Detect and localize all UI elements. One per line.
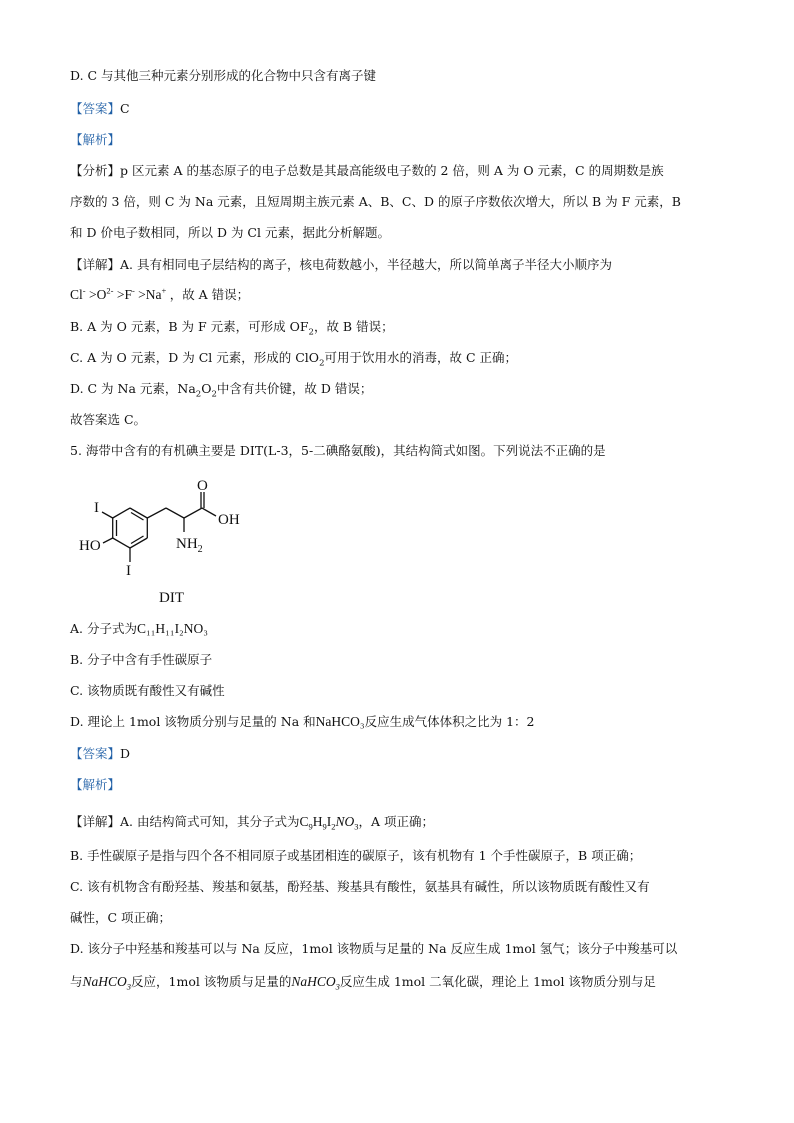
answer-2-value: D [120,746,131,761]
xiangjie-2-b: B. 手性碳原子是指与四个各不相同原子或基团相连的碳原子，该有机物有 1 个手性碳原子，B 项正确； [70,848,642,863]
fenxi-tag: 【分析】 [70,163,121,178]
xiangjie-2-d1: D. 该分子中羟基和羧基可以与 Na 反应，1mol 该物质与足量的 Na 反应生成 1mol 氢气；该分子中羧基可以 [70,941,678,956]
option-a: A. 分子式为C₁₁H₁₁I₂NO₃ [70,621,208,636]
analysis-header [70,131,730,149]
amine-label: $NH_2$ [176,536,203,555]
hydroxyl-label: HO [79,538,101,554]
dit-structure-figure [70,476,290,606]
analysis-2-tag: 【解析】 [70,777,121,792]
structure-caption: DIT [159,590,184,606]
option-a-formula: C₁₁H₁₁I₂NO₃ [136,621,208,636]
answer-line [70,100,730,118]
answer-2-tag: 【答案】 [70,746,121,761]
ion-order-suffix: ，故 A 错误； [169,287,250,302]
fenxi-text-3: 和 D 价电子数相同，所以 D 为 Cl 元素，据此分析解题。 [70,225,390,240]
option-d-text: D. C 与其他三种元素分别形成的化合物中只含有离子键 [70,68,377,83]
answer-tag: 【答案】 [70,101,121,116]
acid-oh-label: OH [218,512,240,528]
analysis-2-header [70,776,730,794]
fenxi-text-1: p 区元素 A 的基态原子的电子总数是其最高能级电子数的 2 倍，则 A 为 O 元素，C 的周期数是族 [120,163,664,178]
ion-order-formula: $Cl^- >O^{2-} >F^- >Na^+$ [70,285,167,302]
iodine-bottom-label: I [126,563,131,579]
carbonyl-oxygen-label: O [197,478,208,494]
xiangjie-2-c2: 碱性，C 项正确； [70,910,172,925]
molecular-formula: $C_9H_9I_2NO_3$ [299,814,359,832]
analysis-tag: 【解析】 [70,132,121,147]
option-b: B. 分子中含有手性碳原子 [70,652,213,667]
xiangjie-2-a: 【详解】A. 由结构简式可知，其分子式为$C_9H_9I_2NO_3$，A 项正确； [70,814,435,832]
xiangjie-2-c1: C. 该有机物含有酚羟基、羧基和氨基，酚羟基、羧基具有酸性，氨基具有碱性，所以该物质既有酸性又有 [70,879,650,894]
option-d: D. 理论上 1mol 该物质分别与足量的 Na 和NaHCO₃反应生成气体体积之比为 1：2 [70,714,535,729]
b1-line: B. A 为 O 元素，B 为 F 元素，可形成 $OF_2$，故 B 错误； [70,319,394,338]
d1-line: D. C 为 Na 元素，$Na_2O_2$中含有共价键，故 D 错误； [70,381,373,400]
answer-2-line [70,745,730,763]
xiangjie-text-1: A. 具有相同电子层结构的离子，核电荷数越小，半径越大，所以简单离子半径大小顺序为 [120,257,612,272]
xiangjie-tag: 【详解】 [70,257,121,272]
conclusion-line: 故答案选 C。 [70,412,147,427]
fenxi-text-2: 序数的 3 倍，则 C 为 Na 元素，且短周期主族元素 A、B、C、D 的原子序数依次增大，所以 B 为 F 元素，B [70,194,681,209]
fenxi-line-3 [70,224,730,242]
ion-order-line [70,286,730,304]
iodine-top-label: I [94,500,99,516]
benzene-ring [113,508,148,548]
fenxi-line-2 [70,193,730,211]
option-d-line [70,67,730,85]
xiangjie-2-d2: 与NaHCO$_3$反应，1mol 该物质与足量的NaHCO$_3$反应生成 1mol 二氧化碳，理论上 1mol 该物质分别与足 [70,974,656,992]
option-c: C. 该物质既有酸性又有碱性 [70,683,225,698]
question-5: 5. 海带中含有的有机碘主要是 DIT(L-3，5-二碘酪氨酸)，其结构简式如图。下列说法不正确的是 [70,443,606,458]
fenxi-line-1 [70,162,730,180]
answer-value: C [120,101,130,116]
c1-line: C. A 为 O 元素，D 为 Cl 元素，形成的 ClO$_2$可用于饮用水的消毒，故 C 正确； [70,350,517,369]
xiangjie-line-1 [70,256,730,274]
